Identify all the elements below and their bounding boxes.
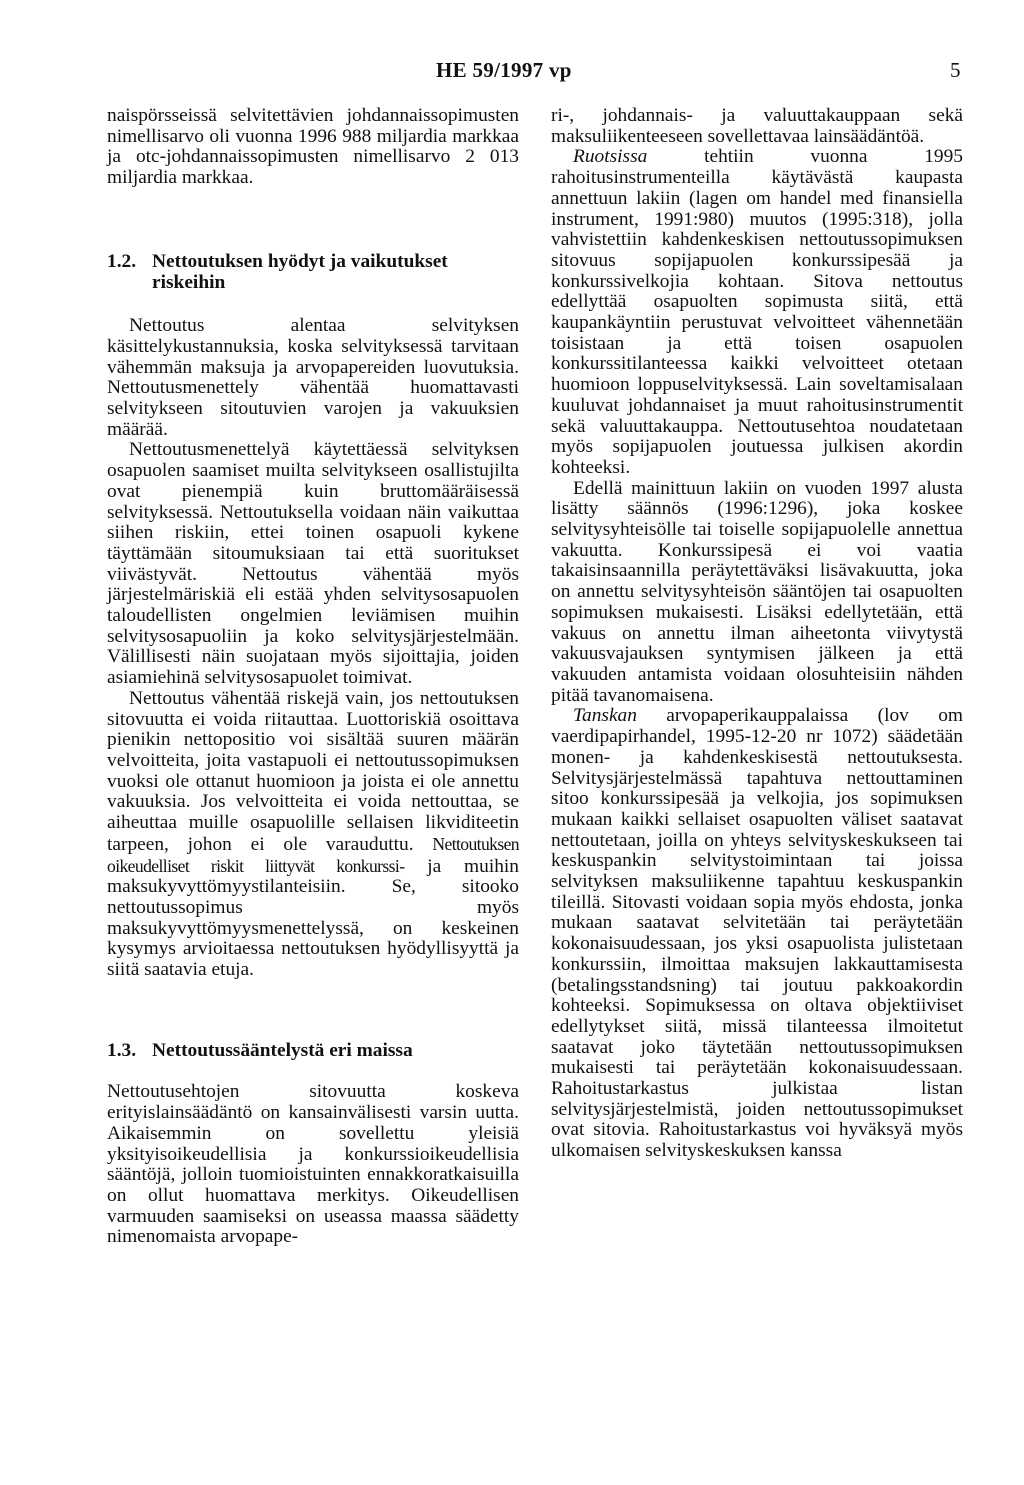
paragraph: Nettoutusmenettelyä käytettäessä selvityksen osapuolen saamiset muilta selvitykseen osallistujilta ovat pienempiä kuin bruttomääräisessä selvityksessä. Nettoutuksella voidaan näin vaikuttaa siihen riskiin, ettei toinen osapuoli kykene täyttämään sitoumuksiaan tai että suoritukset viivästyvät. Nettoutus vähentää myös järjestelmäriskiä eli estää yhden selvitysosapuolen taloudellisten ongelmien leviämisen muihin selvitysosapuoliin ja koko selvitysjärjestelmään. Välillisesti näin suojataan myös sijoittajia, joiden asiamiehinä selvitysosapuolet toimivat. <box>107 439 519 689</box>
page-header <box>0 58 1024 88</box>
paragraph: Edellä mainittuun lakiin on vuoden 1997 alusta lisätty säännös (1996:1296), joka koskee selvitysyhteisölle tai toiselle sopijapuolelle annettua vakuutta. Konkurssipesä ei voi vaatia takaisinsaannilla peräytettäväksi lisävakuutta, joka on annettu selvitysyhteisön sääntöjen tai osapuolten sopimuksen mukaisesti. Lisäksi edellytetään, että vakuus on annettu ilman aiheetonta viivytystä vakuusvajauksen syntymisen jälkeen ja että vakuuden antamista voidaan olosuhteisiin nähden pitää tavanomaisena. <box>551 477 963 706</box>
paragraph-text: Nettoutus vähentää riskejä vain, jos nettoutuksen sitovuutta ei voida riitauttaa. Luottoriskiä osoittava pienikin nettopositio voi sisältää suuren määrän velvoitteita, joita vastapuoli ei nettoutussopimuksen vuoksi ole ottanut huomioon ja joista ei ole annettu vakuuksia. Jos velvoitteita ei voida nettouttaa, se aiheuttaa muille osapuolille sellaisen likviditeetin tarpeen, johon ei ole varauduttu. <box>107 687 519 855</box>
paragraph-text: ja muihin maksukyvyttömyystilanteisiin. Se, sitooko nettoutussopimus myös maksukyvyttömyysmenettelyssä, on keskeinen kysymys arvioitaessa nettoutuksen hyödyllisyyttä ja siitä saatavia etuja. <box>107 855 519 981</box>
paragraph-text-condensed: Nettoutuksen oikeudelliset riskit liittyvät konkurssi- <box>107 833 519 876</box>
paragraph <box>107 689 519 981</box>
paragraph-text: arvopaperikauppalaissa (lov om vaerdipapirhandel, 1995-12-20 nr 1072) säädetään monen- ja kahdenkeskisestä nettoutuksesta. Selvitysjärjestelmässä tapahtuva nettouttaminen sitoo konkurssipesää ja velkojia, jos sopimuksen mukaan kaikki sellaiset osapuolten väliset saatavat nettoutetaan, joilla on yhteys selvityskeskukseen tai keskuspankin selvitystoimintaan tai joissa selvityksen maksuliikenne tapahtuu keskuspankin tileillä. Sitovasti voidaan sopia myös ehdosta, jonka mukaan saatavat selvitetään tai peräytetään kokonaisuudessaan, jos yksi osapuolista julistetaan konkurssiin, ilmoittaa maksujen lakkauttamisesta (betalingsstandsning) tai joutuu pakkoakordin kohteeksi. Sopimuksessa on oltava objektiiviset edellytykset siitä, missä tilanteessa ilmoitetut saatavat joko täytetään nettoutussopimuksen mukaisesti tai peräytetään kokonaisuudessaan. Rahoitustarkastus julkistaa listan selvitysjärjestelmistä, joiden nettoutussopimukset ovat sitovia. Rahoitustarkastus voi hyväksyä myös ulkomaisen selvityskeskuksen kanssa <box>551 705 963 1162</box>
document-reference: HE 59/1997 vp <box>436 58 572 82</box>
paragraph: Nettoutus alentaa selvityksen käsittelykustannuksia, koska selvityksessä tarvitaan vähemmän maksuja ja arvopapereiden luovutuksia. Nettoutusmenettely vähentää huomattavasti selvitykseen sitoutuvien varojen ja vakuuksien määrää. <box>107 315 519 440</box>
emphasis-country: Tanskan <box>573 705 637 727</box>
paragraph <box>551 706 963 1161</box>
emphasis-country: Ruotsissa <box>573 146 648 168</box>
paragraph-continued: ri-, johdannais- ja valuuttakauppaan sekä maksuliikenteeseen sovellettavaa lainsäädäntöä. <box>551 105 963 147</box>
section-heading-1-2 <box>107 252 519 293</box>
section-title: Nettoutuksen hyödyt ja vaikutukset riskeihin <box>152 250 448 293</box>
left-column <box>107 106 519 1248</box>
paragraph <box>551 147 963 478</box>
section-number: 1.3. <box>107 1039 137 1061</box>
right-column <box>551 106 963 1162</box>
section-heading-1-3 <box>107 1041 519 1062</box>
section-number: 1.2. <box>107 250 137 272</box>
section-title: Nettoutussääntelystä eri maissa <box>152 1039 413 1061</box>
paragraph-intro: naispörsseissä selvitettävien johdannaissopimusten nimellisarvo oli vuonna 1996 988 miljardia markkaa ja otc-johdannaissopimusten nimellisarvo 2 013 miljardia markkaa. <box>107 105 519 189</box>
paragraph: Nettoutusehtojen sitovuutta koskeva erityislainsäädäntö on kansainvälisesti varsin uutta. Aikaisemmin on sovellettu yleisiä yksityisoikeudellisia ja konkurssioikeudellisia sääntöjä, jolloin tuomioistuinten ennakkoratkaisuilla on ollut huomattava merkitys. Oikeudellisen varmuuden saamiseksi on useassa maassa säädetty nimenomaista arvopape- <box>107 1081 519 1248</box>
page-number: 5 <box>950 58 961 82</box>
paragraph-text: tehtiin vuonna 1995 rahoitusinstrumenteilla käytävästä kaupasta annettuun lakiin (lagen om handel med finansiella instrument, 1991:980) muutos (1995:318), jolla vahvistettiin kahdenkeskisen nettoutussopimuksen sitovuus sopijapuolen konkurssipesää ja konkurssivelkojia kohtaan. Sitova nettoutus edellyttää osapuolten sopimusta siitä, että kaupankäyntiin perustuvat velvoitteet vähennetään toisistaan ja että toisen osapuolen konkurssitilanteessa kaikki velvoitteet otetaan huomioon loppuselvityksessä. Lain soveltamisalaan kuuluvat johdannaiset ja muut rahoitusinstrumentit sekä valuuttakauppa. Nettoutusehtoa noudatetaan myös sopijapuolen joutuessa julkisen akordin kohteeksi. <box>551 146 963 478</box>
